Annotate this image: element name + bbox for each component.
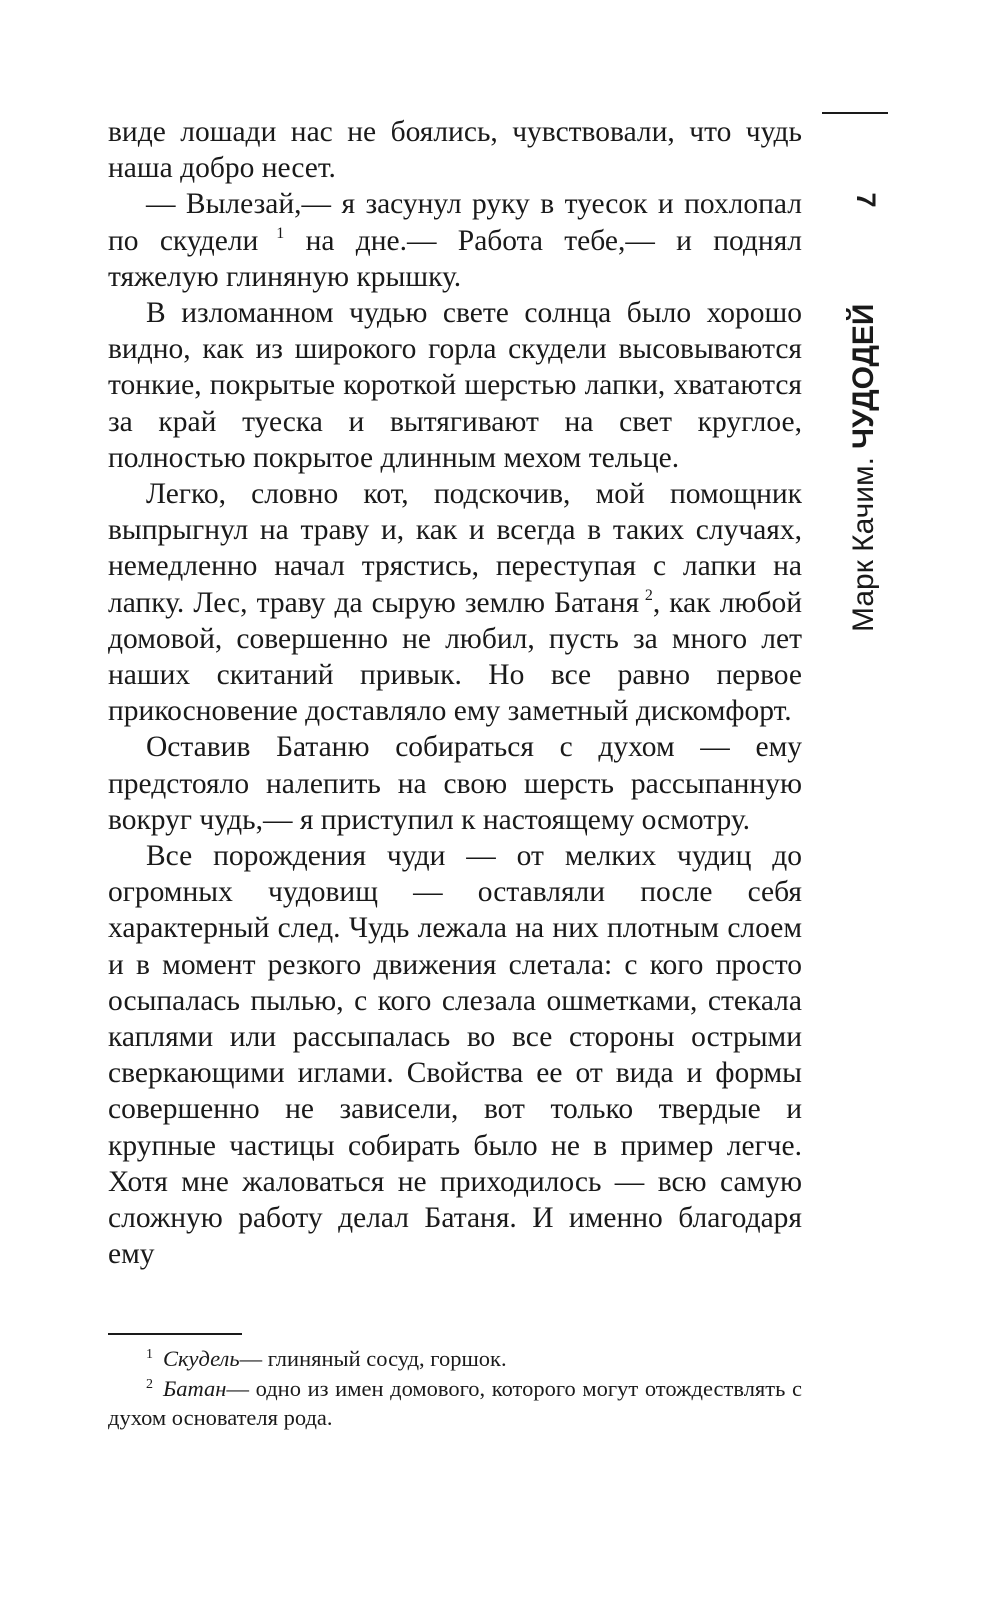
- paragraph-text: , как любой домовой, совершенно не любил, пусть за много лет наших скитаний привык. Но все равно первое прикосновение доставляло ему заметный дискомфорт.: [108, 586, 803, 728]
- running-head: [845, 292, 883, 632]
- footnote-number: 2: [146, 1376, 153, 1392]
- header-rule: [822, 112, 888, 114]
- footnote-text: — одно из имен домового, которого могут отождествлять с духом основателя рода.: [108, 1375, 802, 1430]
- footnote-ref[interactable]: 1: [276, 224, 285, 242]
- paragraph: [108, 476, 802, 729]
- footnote: [108, 1374, 802, 1433]
- footnotes: [108, 1344, 802, 1433]
- paragraph-text: на дне.— Работа тебе,— и поднял тяжелую глиняную крышку.: [108, 224, 803, 293]
- footnote: [108, 1344, 802, 1374]
- paragraph-text: Легко, словно кот, подскочив, мой помощник выпрыгнул на траву и, как и всегда в таких случаях, немедленно начал трястись, переступая с лапки на лапку. Лес, траву да сырую землю Батаня: [108, 478, 802, 619]
- footnote-term: Скудель: [163, 1346, 240, 1371]
- paragraph: [108, 186, 802, 295]
- paragraph-text: — Вылезай,— я засунул руку в туесок и похлопал по скудели: [108, 188, 802, 257]
- main-text: [108, 114, 802, 1273]
- paragraph: В изломанном чудью свете солнца было хорошо видно, как из широкого горла скудели высовываются тонкие, покрытые короткой шерстью лапки, хватаются за край туеска и вытягивают на свет круглое, полностью покрытое длинным мехом тельце.: [108, 297, 802, 474]
- footnote-ref[interactable]: 2: [644, 586, 653, 604]
- paragraph: Оставив Батаню собираться с духом — ему предстояло налепить на свою шерсть рассыпанную вокруг чудь,— я приступил к настоящему осмотру.: [108, 731, 802, 836]
- paragraph: виде лошади нас не боялись, чувствовали, что чудь наша добро несет.: [108, 116, 802, 185]
- page-number: 7: [851, 192, 881, 208]
- running-head-author: Марк Качим.: [847, 456, 880, 632]
- paragraph: Все порождения чуди — от мелких чудиц до огромных чудовищ — оставляли после себя характерный след. Чудь лежала на них плотным слоем и в момент резкого движения слетала: с кого просто осыпалась пылью, с кого слезала ошметками, стекала каплями или рассыпалась во все стороны острыми сверкающими иглами. Свойства ее от вида и формы совершенно не зависели, вот только твердые и крупные частицы собирать было не в пример легче. Хотя мне жаловаться не приходилось — всю самую сложную работу делал Батаня. И именно благодаря ему: [108, 840, 802, 1271]
- footnote-number: 1: [146, 1347, 153, 1362]
- footnote-divider: [108, 1333, 242, 1335]
- footnote-text: — глиняный сосуд, горшок.: [239, 1346, 507, 1371]
- running-head-title: ЧУДОДЕЙ: [847, 303, 880, 449]
- footnote-term: Батан: [163, 1375, 227, 1401]
